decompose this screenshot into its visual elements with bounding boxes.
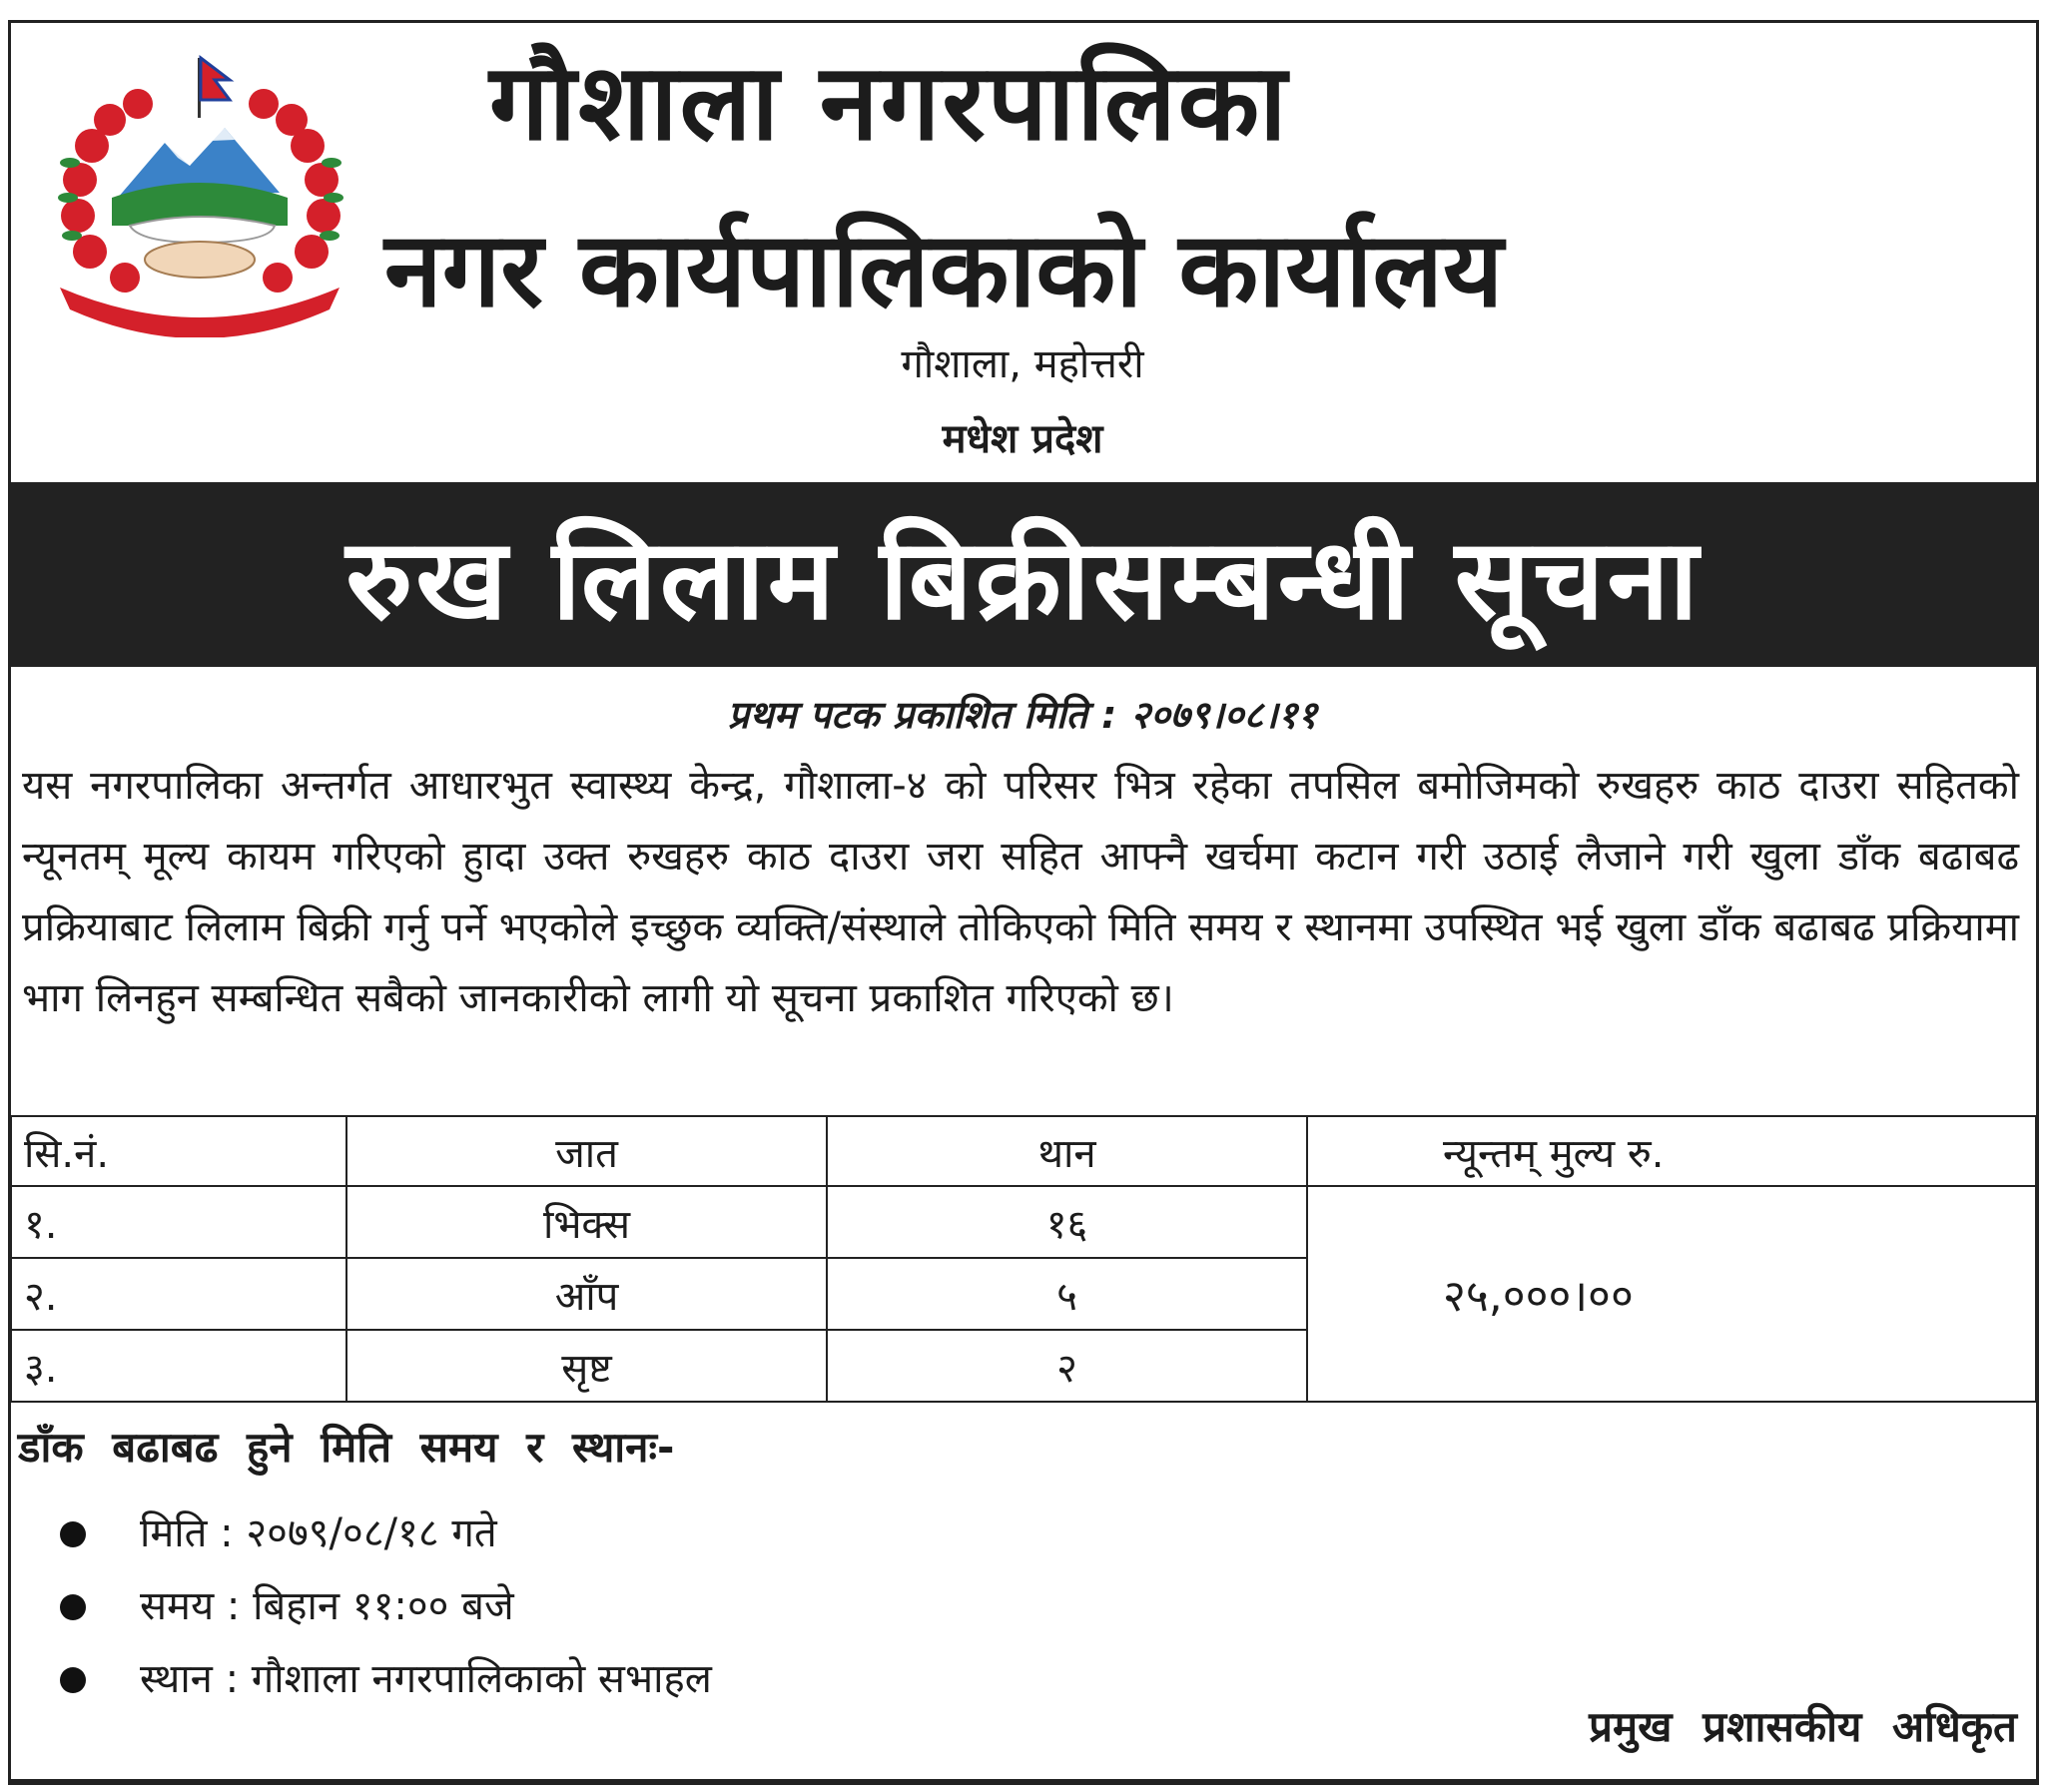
province: मधेश प्रदेश bbox=[942, 416, 1103, 462]
auction-details-list bbox=[60, 1497, 712, 1716]
emblem-text: नेपाल सरकार bbox=[168, 304, 232, 319]
publication-date: २०७९।०८।११ bbox=[1130, 693, 1318, 737]
office-name: नगर कार्यपालिकाको कार्यालय bbox=[384, 209, 1504, 330]
cell-serial: ३. bbox=[11, 1330, 346, 1402]
list-item bbox=[60, 1497, 712, 1570]
notice-body: यस नगरपालिका अन्तर्गत आधारभुत स्वास्थ्य केन्द्र, गौशाला-४ को परिसर भित्र रहेका तपसिल बमोजिमको रुखहरु काठ दाउरा सहितको न्यूनतम् मूल्य कायम गरिएको हुादा उक्त रुखहरु काठ दाउरा जरा सहित आफ्नै खर्चमा कटान गरी उठाई लैजाने गरी खुला डाँक बढाबढ प्रक्रियाबाट लिलाम बिक्री गर्नु पर्ने भएकोले इच्छुक व्यक्ति/संस्थाले तोकिएको मिति समय र स्थानमा उपस्थित भई खुला डाँक बढाबढ प्रक्रियामा भाग लिनहुन सम्बन्धित सबैको जानकारीको लागी यो सूचना प्रकाशित गरिएको छ। bbox=[22, 763, 2019, 1021]
bullet-icon bbox=[60, 1594, 86, 1620]
publication-label: प्रथम पटक प्रकाशित मिति bbox=[727, 693, 1088, 737]
signatory-title: प्रमुख प्रशासकीय अधिकृत bbox=[1589, 1702, 2017, 1751]
auction-time: समय : बिहान ११:०० बजे bbox=[140, 1583, 514, 1629]
cell-serial: २. bbox=[11, 1258, 346, 1330]
notice-title: रुख लिलाम बिक्रीसम्बन्धी सूचना bbox=[345, 515, 1702, 645]
cell-species: आँप bbox=[346, 1258, 827, 1330]
cell-count: १६ bbox=[827, 1186, 1307, 1258]
auction-venue: स्थान : गौशाला नगरपालिकाको सभाहल bbox=[140, 1656, 712, 1702]
bottom-divider bbox=[8, 1782, 2039, 1785]
list-item bbox=[60, 1643, 712, 1716]
cell-species: भिक्स bbox=[346, 1186, 827, 1258]
publication-separator: : bbox=[1101, 693, 1117, 737]
col-header-min-price: न्यून्तम् मुल्य रु. bbox=[1307, 1116, 2036, 1186]
bullet-icon bbox=[60, 1521, 86, 1547]
nepal-emblem-icon bbox=[30, 48, 369, 337]
cell-species: सृष्ट bbox=[346, 1330, 827, 1402]
cell-count: ५ bbox=[827, 1258, 1307, 1330]
table-row bbox=[11, 1186, 2036, 1258]
publication-date-line bbox=[0, 687, 2045, 743]
auction-heading: डाँक बढाबढ हुने मिति समय र स्थानः- bbox=[18, 1423, 675, 1472]
col-header-serial: सि.नं. bbox=[11, 1116, 346, 1186]
notice-title-banner bbox=[10, 482, 2037, 667]
auction-date: मिति : २०७९/०८/१८ गते bbox=[140, 1510, 497, 1556]
table-header-row bbox=[11, 1116, 2036, 1186]
cell-serial: १. bbox=[11, 1186, 346, 1258]
col-header-count: थान bbox=[827, 1116, 1307, 1186]
list-item bbox=[60, 1570, 712, 1643]
cell-count: २ bbox=[827, 1330, 1307, 1402]
bullet-icon bbox=[60, 1667, 86, 1693]
cell-min-price: २५,०००।०० bbox=[1307, 1186, 2036, 1402]
municipality-name: गौशाला नगरपालिका bbox=[489, 41, 1289, 164]
tree-table bbox=[10, 1115, 2037, 1403]
col-header-species: जात bbox=[346, 1116, 827, 1186]
address: गौशाला, महोत्तरी bbox=[901, 341, 1144, 387]
